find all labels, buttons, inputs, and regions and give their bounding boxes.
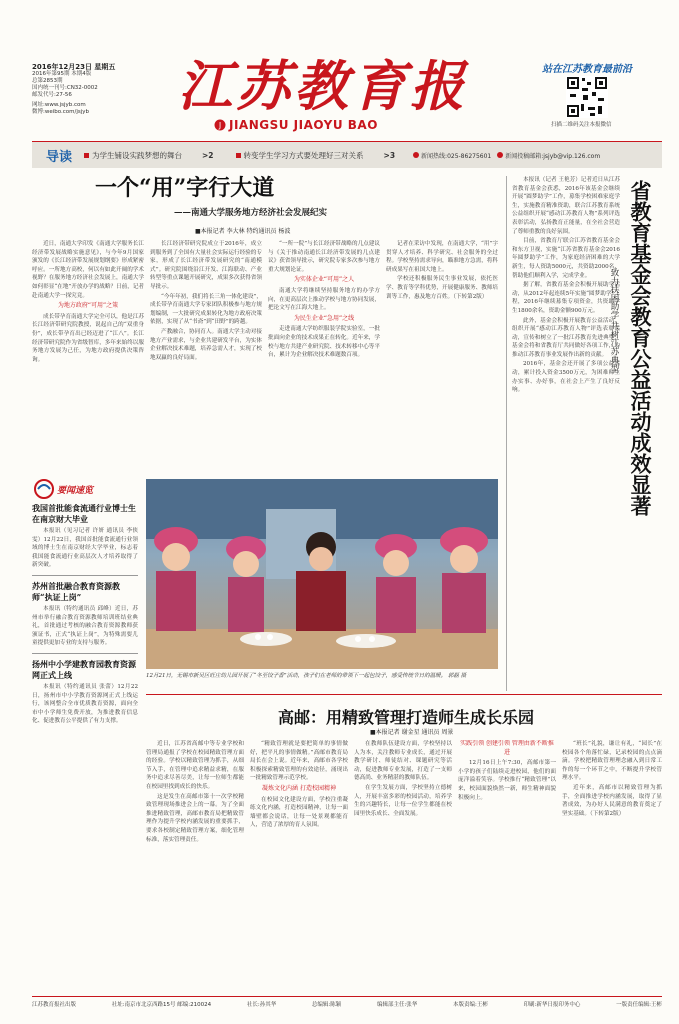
bottom-para-6: 在学生发展方面，学校坚持立德树人，开展丰富多彩的校园活动，培养学生的兴趣特长，让每一位学生都能在校园里快乐成长、全面发展。 (354, 784, 452, 817)
issue-number: 2016年第95期 本期4版 (32, 71, 92, 77)
feature-photo (146, 479, 498, 669)
guide-item-1-text: 为学生铺设实践梦想的舞台 (92, 150, 183, 160)
right-vertical-sidehead: 致力扶困助学 共树江苏典型 (609, 268, 619, 373)
guide-bar (32, 141, 662, 168)
masthead-pinyin-row (214, 118, 378, 132)
masthead-title: 江苏教育报 (178, 54, 468, 118)
mail-icon (497, 152, 503, 158)
left-divider-2 (32, 653, 138, 654)
issue-total: 总第2853期 (32, 78, 63, 84)
footer (32, 996, 662, 1008)
guide-item-2[interactable] (236, 150, 396, 161)
lead-sub-1: 为地方政府“可用”之策 (57, 302, 119, 310)
lead-para-5: 产教融合，协同育人。南通大学主动对接地方产业需求，与企业共建研发平台，为实体企业解决技术难题，培养急需人才，实现了校地双赢的良好局面。 (150, 328, 262, 361)
lead-para-7: 南通大学将继续坚持服务地方的办学方向，在更高层次上推动学校与地方协同发展，把论文写在江海大地上。 (268, 287, 380, 312)
qr-code-icon (566, 76, 608, 118)
svg-text:J: J (218, 121, 222, 130)
left-news-col (32, 503, 138, 963)
hotline-text: 新闻热线:025-86275601 (421, 152, 492, 160)
issue-web: 网址:www.jsjyb.com (32, 102, 86, 108)
issue-cn: 国内统一刊号:CN32-0002 (32, 85, 98, 91)
right-para-4: 此外，基金会积极开展教育公益活动，组织开展“感动江苏教育人物”评选表彰活动，宣传和树立了一批江苏教育先进典型，基金会将和省教育厅共同做好各项工作，为推动江苏教育事业发展作出新的贡献。 (512, 317, 620, 358)
footer-front-editor: 一版责任编辑:王彬 (616, 1002, 662, 1008)
bottom-para-2: 这是发生在高邮市第十一次学校精致管理现场推进会上的一幕。为了全面推进精致管理，高邮市教育局把精致管理作为提升学校内涵发展的重要抓手，要求各校制定精致管理方案，细化管理标准，落实管理责任。 (146, 793, 244, 843)
left-b1: 本报讯（见习记者 许妍 通讯员 李侠雯）12月22日，我国首批能食流通行业领域的博士生在南京财经大学毕业，标志着我国能食流通行业高层次人才培养取得了新突破。 (32, 528, 138, 569)
email-text: 新闻投稿邮箱:jsjyb@vip.126.com (505, 152, 601, 160)
bottom-para-8: “班长”礼貌，谦让有礼，“园长”在校园各个角落忙碌，记录校园的点点滴滴。学校把精致管理理念融入到日常工作的每一个环节之中，不断提升学校管理水平。 (562, 741, 662, 782)
pinyin-mark-icon (214, 119, 226, 131)
footer-president: 社长:孙其华 (246, 1002, 277, 1008)
left-h3: 扬州中小学建教育园教育资源网正式上线 (32, 658, 136, 680)
qr-caption: 扫描二维码关注本报微信 (551, 122, 612, 128)
bottom-col-2 (250, 740, 348, 970)
left-h1: 我国首批能食流通行业博士生在南京财大毕业 (32, 503, 136, 524)
bottom-col-4 (458, 740, 556, 970)
issue-post: 邮发代号:27-56 (32, 92, 72, 98)
lead-headline: 一个“用”字行大道 (95, 175, 275, 201)
bottom-para-1: 近日，江苏省高邮中等专业学校和管理局通报了学校在校园精致管理方面的经验。学校以精致管理为抓手，从细节入手，在管理中追求精益求精，在服务中追求尽善尽美，让每一位师生都能在校园里找到成长的快乐。 (146, 741, 244, 790)
right-vertical-title: 省教育基金会教育公益活动成效显著 (628, 180, 653, 516)
lead-col-1 (32, 240, 144, 472)
bottom-sub-2: 实践引领 创建引领 管理由新不断推进 (460, 740, 554, 756)
footer-page-editor: 本版责编:王彬 (452, 1002, 488, 1008)
lead-para-1: 近日，南通大学印发《南通大学服务长江经济带发展战略实施意见》，与今年9月国家颁发的《长江经济带发展规划纲要》形成紧密呼应。一所地方高校，何以有如此开阔的学术视野？在服务地方经济社会发展上，南通大学如何彰显“在地”开放办学的战略？日前，记者赴南通大学一探究竟。 (32, 241, 144, 299)
bottom-para-5: 在教师队伍建设方面，学校坚持以人为本，关注教师专业成长，通过开展教学研讨、师徒结对、课题研究等活动，促进教师专业发展，打造了一支师德高尚、业务精湛的教师队伍。 (354, 741, 452, 782)
lead-byline: ■本报记者 李大林 特约通讯员 杨波 (195, 228, 291, 235)
bottom-para-3: “精致管理就是要把简单的事情做好，把平凡的事情做精。”高邮市教育局局长在会上说。近年来，高邮市各学校积极探索精致管理的有效途径，涌现出一批精致管理示范学校。 (250, 741, 348, 782)
left-b3: 本报讯（特约通讯员 张蕾）12月22日，扬州市中小学教育资源网正式上线运行，该网整合全市优质教育资源，面向全市中小学师生免费开放，为推进教育信息化、促进教育公平提供了有力支撑。 (32, 683, 138, 725)
bottom-para-9: 近年来，高邮市以精致管理为抓手，全面推进学校内涵发展，取得了显著成效，为办好人民满意的教育奠定了坚实基础。（下转第2版） (562, 784, 662, 817)
lead-subhead: ——南通大学服务地方经济社会发展纪实 (174, 208, 328, 218)
lead-para-2: 成长带孕育南通大学完全可以，他是江苏长江经济带研究院教授，说起自己的“双重身份”，成长带孕育出已经迈进了“江八”。长江经济带研究院作为省级智库，多年来始终以服务地方发展为己任，为地方政府提供决策咨询。 (32, 313, 144, 363)
right-para-2: 目前，省教育厅联合江苏省教育基金会和东方卫视，实施“江苏省教育基金会2016年圆梦助学”工作，为家庭经济困难的大学新生，每人资助5000元，共资助2000名，帮助他们顺利入学，完成学业。 (512, 238, 620, 279)
guide-hotline (413, 151, 491, 160)
lead-para-10: 学校还积极服务民生事业发展，依托医学、教育等学科优势，开展健康服务、教师培训等工作，惠及地方百姓。（下转第2版） (386, 276, 498, 300)
bottom-col-5 (562, 740, 662, 970)
guide-item-2-page: >3 (383, 150, 396, 160)
lead-col-3 (268, 240, 380, 472)
lead-sub-3: 为民生企业“急用”之线 (293, 314, 355, 322)
footer-publisher: 江苏教育报社出版 (32, 1002, 77, 1008)
right-col-divider (506, 176, 507, 691)
left-news-logo (34, 478, 98, 500)
masthead-pinyin: JIANGSU JIAOYU BAO (229, 118, 378, 132)
bottom-headline: 高邮：用精致管理打造师生成长乐园 (278, 708, 535, 727)
bottom-para-4: 在校园文化建设方面，学校注重凝练文化内涵，打造校园精神，让每一面墙壁都会说话，让每一处景观都能育人，营造了浓厚的育人氛围。 (250, 796, 348, 829)
right-para-3: 据了解，省教育基金会积极开展助学活动，从2012年起连续5年实施“圆梦助学”工程，2016年继续募集专项资金，共资助学生1800余名，资助金额900万元。 (512, 282, 620, 314)
footer-dept-head: 编辑部主任:张华 (376, 1002, 418, 1008)
lead-col-4 (386, 240, 498, 472)
lead-sub-2: 为实体企业“可用”之人 (293, 276, 355, 284)
phone-icon (413, 152, 419, 158)
lead-para-3: 长江经济带研究院成立于2016年，成立到服务到了全国有大量社会实际运行经验的专家，形成了长江经济带发展研究的“南通模式”。研究院围绕沿江开发、江海联动、产业转型等重点课题开展研究，成果多次获得省领导批示。 (150, 241, 262, 290)
photo-caption: 12月21日，无锡市新吴区旺庄幼儿园开展了“冬至饺子香”活动，孩子们在老师的带领下一起包饺子，感受传统节日的温暖。 郭磊 摄 (146, 673, 467, 679)
bottom-rule (146, 694, 662, 695)
footer-address: 社址:南京市北京西路15号 邮编:210024 (111, 1002, 212, 1008)
right-para-1: 本报讯（记者 王艳芳）记者近日从江苏省教育基金会获悉，2016年该基金会继续开展“圆梦助学”工作，募集学校困难家庭学生，实施教育精准资助，联合江苏教育系统公益组织开展“感动江苏教育人物”系列评选表彰活动，弘扬教育正能量，在全社会营造了尊师重教的良好氛围。 (512, 177, 620, 235)
lead-para-8: 走进南通大学纺织服装学院实验室，一批批面向企业的技术成果正在转化。近年来，学校与地方共建产业研究院、技术转移中心等平台，累计为企业解决技术难题数百项。 (268, 326, 380, 359)
guide-item-1-page: >2 (202, 150, 214, 160)
guide-email (497, 151, 600, 160)
footer-printer: 印刷:新华日报印务中心 (523, 1002, 581, 1008)
guide-item-2-text: 转变学生学习方式要处理好三对关系 (243, 150, 364, 160)
footer-chief-editor: 总编辑:陈颖 (311, 1002, 342, 1008)
news-swirl-icon (34, 479, 54, 499)
lead-para-4: “今年年初，我们将长三角一体化建设”，成长带孕育南通大学专家团队积极参与地方规划编制，一大批研究成果转化为地方政府决策依据，实现了从“书斋”到“田野”的跨越。 (150, 293, 262, 326)
square-bullet-icon (84, 153, 89, 158)
masthead (0, 0, 679, 138)
square-bullet-icon (236, 153, 241, 158)
lead-para-6: “一所一院”与长江经济带战略的几点建议与《关于推动南通长江经济带发展的几点建议》获省领导批示，研究院专家多次参与地方重大规划论证。 (268, 241, 380, 273)
bottom-sub-1: 凝炼文化内涵 打造校园精神 (262, 784, 336, 792)
lead-col-2 (150, 240, 262, 472)
guide-item-1[interactable] (84, 150, 214, 161)
bottom-byline: ■本报记者 谢金星 通讯员 周景 (370, 729, 454, 736)
issue-weibo: 微博:weibo.com/jsjyb (32, 109, 90, 115)
photo-children-illustration (146, 479, 498, 669)
bottom-col-1 (146, 740, 244, 970)
guide-label: 导读 (46, 149, 73, 165)
left-b2: 本报讯（特约通讯员 邱峰）近日，苏州市举行融合教育资源教师培训班结业典礼，首批通过考核的融合教育资源教师获颁证书，正式“执证上岗”，为特殊需要儿童提供更加专业的支持与服务。 (32, 605, 138, 647)
left-divider-1 (32, 575, 138, 576)
left-h2: 苏州首批融合教育资源教师“执证上岗” (32, 580, 120, 602)
lead-para-9: 记者在采访中发现，在南通大学，“用”字贯穿人才培养、科学研究、社会服务的全过程。学校坚持需求导向，瞄准地方急需，将科研成果写在祖国大地上。 (386, 241, 498, 273)
masthead-slogan: 站在江苏教育最前沿 (542, 64, 632, 75)
right-body (512, 176, 620, 688)
bottom-col-3 (354, 740, 452, 970)
bottom-para-7: 12月16日上午7:30，高邮市第一小学的孩子们陆续走进校园，他们的面庞洋溢着笑容。学校推行“精致管理”以来，校园面貌焕然一新，师生精神面貌积极向上。 (458, 760, 556, 801)
right-para-5: 2016年，基金会还开展了多项公益活动，累计投入资金3500万元，为困难师生办实事、办好事，在社会上产生了良好反响。 (512, 361, 620, 394)
left-news-logo-text: 要闻速览 (57, 485, 94, 496)
issue-date: 2016年12月23日 星期五 (32, 63, 116, 71)
